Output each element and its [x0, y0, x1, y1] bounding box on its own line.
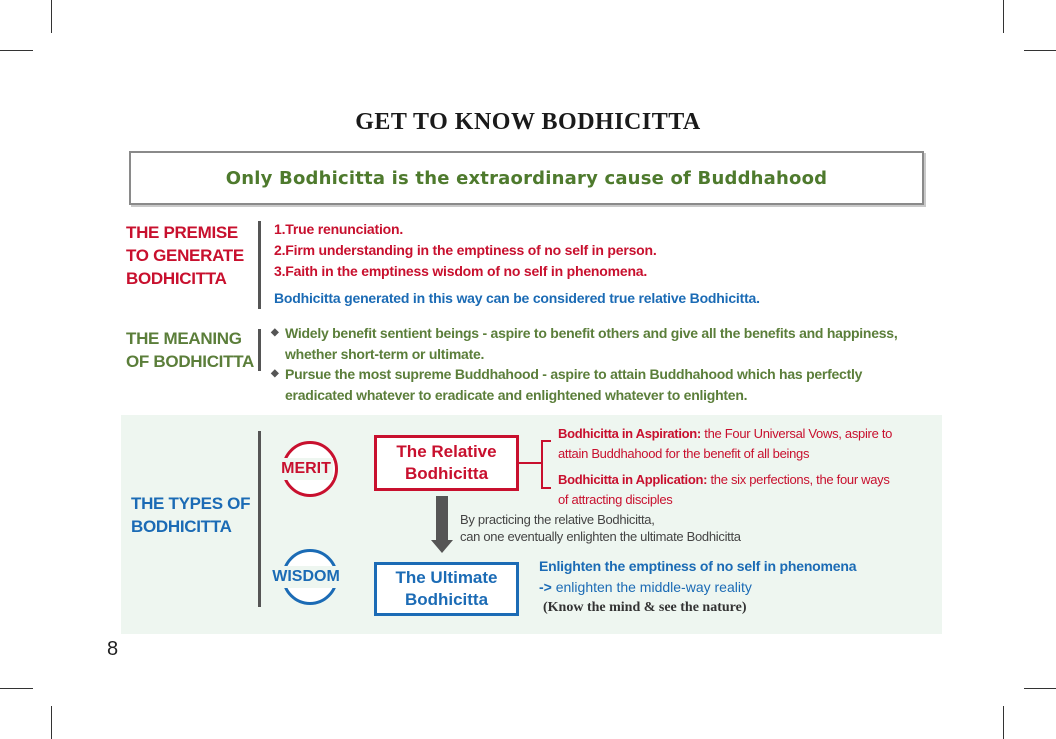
relative-bodhicitta-box — [374, 435, 519, 491]
crop-mark — [1003, 0, 1004, 33]
ultimate-title-line: The Ultimate — [395, 568, 498, 587]
bracket — [541, 440, 551, 489]
connector-line — [519, 462, 541, 464]
ultimate-title-line: Bodhicitta — [404, 590, 489, 609]
arrow-note-line: By practicing the relative Bodhicitta, — [460, 512, 655, 527]
arrow-note-line: can one eventually enlighten the ultimate Bodhicitta — [460, 529, 741, 544]
crop-mark — [0, 688, 33, 689]
meaning-bullet-cont — [271, 344, 898, 365]
meaning-bullet-text: Widely benefit sentient beings - aspire to benefit others and give all the benefits and happiness, — [285, 325, 898, 341]
down-arrow-icon — [436, 496, 448, 540]
crop-mark — [51, 0, 52, 33]
meaning-label-line: THE MEANING — [126, 329, 242, 348]
types-label-line: THE TYPES OF — [131, 494, 251, 513]
wisdom-label: WISDOM — [272, 566, 340, 588]
ultimate-desc — [539, 556, 856, 619]
types-label-line: BODHICITTA — [131, 517, 232, 536]
application-desc: of attracting disciples — [558, 492, 673, 507]
page-title: GET TO KNOW BODHICITTA — [355, 109, 701, 135]
ultimate-desc-line: enlighten the middle-way reality — [551, 579, 752, 595]
premise-note: Bodhicitta generated in this way can be considered true relative Bodhicitta. — [274, 290, 760, 306]
premise-item: 1.True renunciation. — [274, 221, 404, 237]
meaning-label-line: OF BODHICITTA — [126, 352, 254, 371]
meaning-bullet-text: Pursue the most supreme Buddhahood - aspire to attain Buddhahood which has perfectly — [285, 366, 863, 382]
application-desc: the six perfections, the four ways — [707, 472, 890, 487]
meaning-bullet-cont — [271, 385, 898, 406]
premise-label-line: BODHICITTA — [126, 269, 227, 288]
aspiration-text — [558, 424, 928, 464]
down-arrow-head — [431, 540, 453, 553]
meaning-list — [271, 323, 898, 405]
aspiration-desc: attain Buddhahood for the benefit of all beings — [558, 446, 810, 461]
meaning-bullet — [271, 364, 898, 385]
premise-divider — [258, 221, 261, 309]
page-number: 8 — [107, 638, 119, 660]
premise-list — [274, 219, 657, 282]
diamond-icon: ◆ — [271, 368, 279, 379]
meaning-divider — [258, 329, 261, 371]
meaning-bullet — [271, 323, 898, 344]
crop-mark — [0, 50, 33, 51]
aspiration-desc: the Four Universal Vows, aspire to — [700, 426, 893, 441]
ultimate-bodhicitta-box — [374, 562, 519, 616]
relative-title-line: Bodhicitta — [404, 464, 489, 483]
types-label — [131, 492, 250, 538]
relative-title-line: The Relative — [396, 442, 497, 461]
diamond-icon: ◆ — [271, 327, 279, 338]
ultimate-desc-line: (Know the mind & see the nature) — [543, 600, 747, 615]
meaning-label — [126, 327, 254, 373]
arrow-text: -> — [539, 579, 552, 595]
meaning-bullet-text: whether short-term or ultimate. — [285, 345, 485, 362]
application-title: Bodhicitta in Application: — [558, 472, 708, 487]
premise-label-line: TO GENERATE — [126, 246, 244, 265]
merit-label: MERIT — [279, 458, 333, 480]
premise-item: 2.Firm understanding in the emptiness of no self in person. — [274, 242, 657, 258]
cause-text: Only Bodhicitta is the extraordinary cause of Buddhahood — [225, 167, 828, 189]
meaning-bullet-text: eradicated whatever to eradicate and enlightened whatever to enlighten. — [285, 386, 748, 403]
cause-box — [129, 151, 924, 205]
application-text — [558, 470, 928, 510]
crop-mark — [51, 706, 52, 739]
ultimate-desc-line: Enlighten the emptiness of no self in phenomena — [539, 558, 857, 574]
premise-label — [126, 221, 244, 290]
premise-item: 3.Faith in the emptiness wisdom of no self in phenomena. — [274, 263, 648, 279]
types-divider — [258, 431, 261, 607]
crop-mark — [1003, 706, 1004, 739]
crop-mark — [1024, 50, 1056, 51]
premise-label-line: THE PREMISE — [126, 223, 238, 242]
arrow-note — [460, 511, 741, 545]
aspiration-title: Bodhicitta in Aspiration: — [558, 426, 701, 441]
crop-mark — [1024, 688, 1056, 689]
